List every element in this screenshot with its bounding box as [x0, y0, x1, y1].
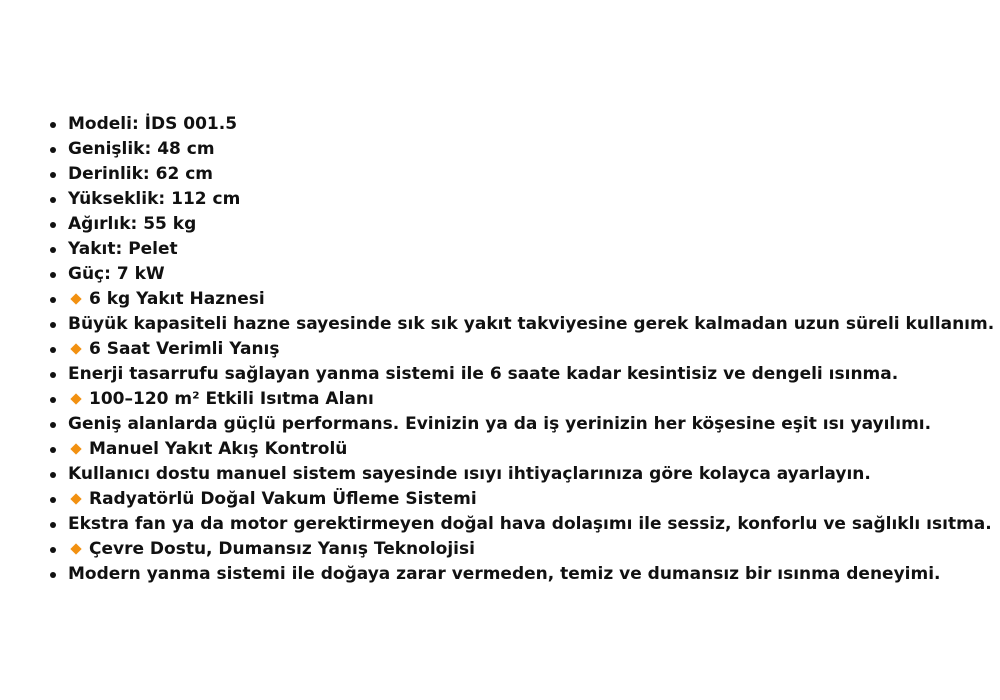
- bullet-dot: [50, 422, 56, 428]
- feature-heading-control: [48, 437, 994, 462]
- orange-diamond-icon: [70, 393, 81, 404]
- feature-heading-area: [48, 387, 994, 412]
- spec-item-depth: [48, 162, 994, 187]
- spec-item-model: [48, 112, 994, 137]
- feature-description-eco: [48, 562, 994, 587]
- bullet-dot: [50, 372, 56, 378]
- feature-heading-eco: [48, 537, 994, 562]
- spec-item-width: [48, 137, 994, 162]
- bullet-dot: [50, 522, 56, 528]
- feature-heading-text: 6 Saat Verimli Yanış: [89, 339, 280, 359]
- feature-heading-tank: [48, 287, 994, 312]
- feature-description-area: [48, 412, 994, 437]
- feature-description-text: Büyük kapasiteli hazne sayesinde sık sık yakıt takviyesine gerek kalmadan uzun süreli kullanım.: [68, 314, 995, 334]
- spec-text: Yükseklik: 112 cm: [68, 189, 241, 209]
- spec-text: Derinlik: 62 cm: [68, 164, 213, 184]
- bullet-dot: [50, 297, 56, 303]
- orange-diamond-icon: [70, 443, 81, 454]
- bullet-dot: [50, 347, 56, 353]
- feature-description-text: Enerji tasarrufu sağlayan yanma sistemi ile 6 saate kadar kesintisiz ve dengeli ısınma.: [68, 364, 899, 384]
- feature-description-radiator: [48, 512, 994, 537]
- feature-description-text: Modern yanma sistemi ile doğaya zarar vermeden, temiz ve dumansız bir ısınma deneyimi.: [68, 564, 941, 584]
- feature-heading-text: Manuel Yakıt Akış Kontrolü: [89, 439, 348, 459]
- product-spec-list: [48, 112, 994, 587]
- feature-description-control: [48, 462, 994, 487]
- feature-description-text: Kullanıcı dostu manuel sistem sayesinde ısıyı ihtiyaçlarınıza göre kolayca ayarlayın.: [68, 464, 871, 484]
- spec-item-fuel: [48, 237, 994, 262]
- bullet-dot: [50, 197, 56, 203]
- spec-text: Genişlik: 48 cm: [68, 139, 215, 159]
- feature-heading-text: Radyatörlü Doğal Vakum Üfleme Sistemi: [89, 489, 477, 509]
- bullet-dot: [50, 472, 56, 478]
- bullet-dot: [50, 122, 56, 128]
- orange-diamond-icon: [70, 343, 81, 354]
- spec-item-power: [48, 262, 994, 287]
- feature-description-tank: [48, 312, 994, 337]
- bullet-dot: [50, 572, 56, 578]
- spec-text: Modeli: İDS 001.5: [68, 114, 238, 134]
- bullet-dot: [50, 147, 56, 153]
- bullet-dot: [50, 497, 56, 503]
- feature-heading-text: Çevre Dostu, Dumansız Yanış Teknolojisi: [89, 539, 475, 559]
- bullet-dot: [50, 247, 56, 253]
- feature-description-text: Ekstra fan ya da motor gerektirmeyen doğal hava dolaşımı ile sessiz, konforlu ve sağlıklı ısıtma.: [68, 514, 992, 534]
- spec-text: Güç: 7 kW: [68, 264, 165, 284]
- spec-item-height: [48, 187, 994, 212]
- feature-heading-text: 100–120 m² Etkili Isıtma Alanı: [89, 389, 374, 409]
- bullet-dot: [50, 272, 56, 278]
- feature-heading-text: 6 kg Yakıt Haznesi: [89, 289, 265, 309]
- spec-text: Ağırlık: 55 kg: [68, 214, 197, 234]
- feature-description-burn: [48, 362, 994, 387]
- spec-item-weight: [48, 212, 994, 237]
- orange-diamond-icon: [70, 293, 81, 304]
- spec-text: Yakıt: Pelet: [68, 239, 178, 259]
- feature-heading-radiator: [48, 487, 994, 512]
- bullet-dot: [50, 447, 56, 453]
- feature-heading-burn: [48, 337, 994, 362]
- orange-diamond-icon: [70, 543, 81, 554]
- feature-description-text: Geniş alanlarda güçlü performans. Evinizin ya da iş yerinizin her köşesine eşit ısı yayılımı.: [68, 414, 932, 434]
- bullet-dot: [50, 322, 56, 328]
- bullet-dot: [50, 397, 56, 403]
- bullet-dot: [50, 547, 56, 553]
- bullet-dot: [50, 172, 56, 178]
- orange-diamond-icon: [70, 493, 81, 504]
- bullet-dot: [50, 222, 56, 228]
